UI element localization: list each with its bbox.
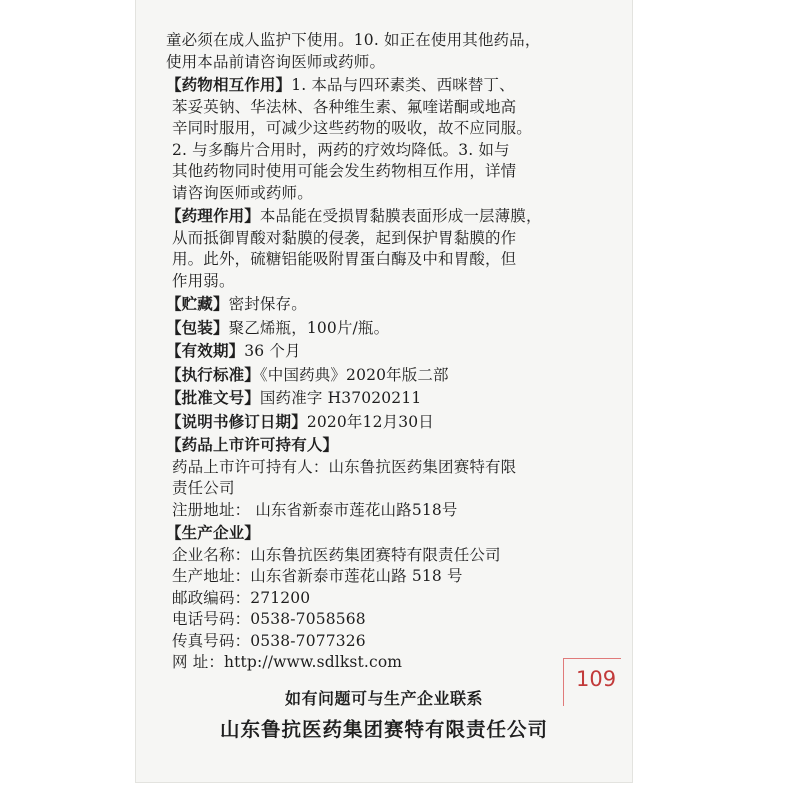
holder-line: 责任公司 xyxy=(172,479,235,497)
manufacturer-line: 网 址：http://www.sdlkst.com xyxy=(172,653,403,671)
holder-heading: 【药品上市许可持有人】 xyxy=(166,436,339,454)
pharmacology-line: 从而抵御胃酸对黏膜的侵袭，起到保护胃黏膜的作 xyxy=(172,228,517,247)
storage-text: 密封保存。 xyxy=(228,295,307,313)
contact-note: 如有问题可与生产企业联系 xyxy=(284,689,483,708)
validity-section xyxy=(166,341,596,363)
manufacturer-line: 电话号码：0538-7058568 xyxy=(172,610,366,628)
interactions-line: 2. 与多酶片合用时，两药的疗效均降低。3. 如与 xyxy=(172,140,510,159)
interactions-line: 辛同时服用，可减少这些药物的吸收，故不应同服。 xyxy=(172,119,532,137)
interactions-line: 1. 本品与四环素类、西咪替丁、 xyxy=(291,76,515,94)
standard-section xyxy=(166,365,596,387)
standard-heading: 【执行标准】 xyxy=(166,365,260,384)
holder-line: 药品上市许可持有人：山东鲁抗医药集团赛特有限 xyxy=(172,457,517,476)
manufacturer-line: 生产地址：山东省新泰市莲花山路 518 号 xyxy=(172,567,463,585)
intro-line: 童必须在成人监护下使用。10. 如正在使用其他药品， xyxy=(166,31,541,49)
approval-section xyxy=(166,388,596,410)
storage-heading: 【贮藏】 xyxy=(166,295,229,313)
manufacturer-section xyxy=(166,523,596,545)
packaging-text: 聚乙烯瓶，100片/瓶。 xyxy=(228,318,390,337)
revision-heading: 【说明书修订日期】 xyxy=(166,412,307,431)
interactions-section xyxy=(166,75,596,97)
leaflet-text xyxy=(166,30,596,674)
approval-text: 国药准字 H37020211 xyxy=(259,389,422,407)
interactions-line: 其他药物同时使用可能会发生药物相互作用，详情 xyxy=(172,162,517,180)
revision-text: 2020年12月30日 xyxy=(306,412,434,431)
pharmacology-line: 作用弱。 xyxy=(172,271,235,290)
approval-heading: 【批准文号】 xyxy=(166,389,260,407)
packaging-heading: 【包装】 xyxy=(166,318,229,337)
intro-line: 使用本品前请咨询医师或药师。 xyxy=(166,52,386,71)
manufacturer-line: 邮政编码：271200 xyxy=(172,588,311,607)
manufacturer-line: 企业名称：山东鲁抗医药集团赛特有限责任公司 xyxy=(172,545,501,564)
pharmacology-line: 用。此外，硫糖铝能吸附胃蛋白酶及中和胃酸，但 xyxy=(172,250,517,268)
storage-section xyxy=(166,294,596,316)
pharmacology-heading: 【药理作用】 xyxy=(166,207,260,225)
packaging-section xyxy=(166,318,596,340)
standard-text: 《中国药典》2020年版二部 xyxy=(259,365,449,384)
validity-heading: 【有效期】 xyxy=(166,342,245,360)
interactions-line: 苯妥英钠、华法林、各种维生素、氟喹诺酮或地高 xyxy=(172,97,517,116)
page-number: 109 xyxy=(563,658,621,706)
validity-text: 36 个月 xyxy=(244,342,301,360)
interactions-line: 请咨询医师或药师。 xyxy=(172,183,313,202)
holder-section xyxy=(166,435,596,457)
pharmacology-section xyxy=(166,206,596,228)
company-name: 山东鲁抗医药集团赛特有限责任公司 xyxy=(219,718,548,741)
manufacturer-heading: 【生产企业】 xyxy=(166,524,260,542)
interactions-heading: 【药物相互作用】 xyxy=(166,76,292,94)
manufacturer-line: 传真号码：0538-7077326 xyxy=(172,631,366,650)
revision-section xyxy=(166,412,596,434)
pharmacology-line: 本品能在受损胃黏膜表面形成一层薄膜， xyxy=(259,207,542,225)
holder-line: 注册地址： 山东省新泰市莲花山路518号 xyxy=(172,500,458,519)
